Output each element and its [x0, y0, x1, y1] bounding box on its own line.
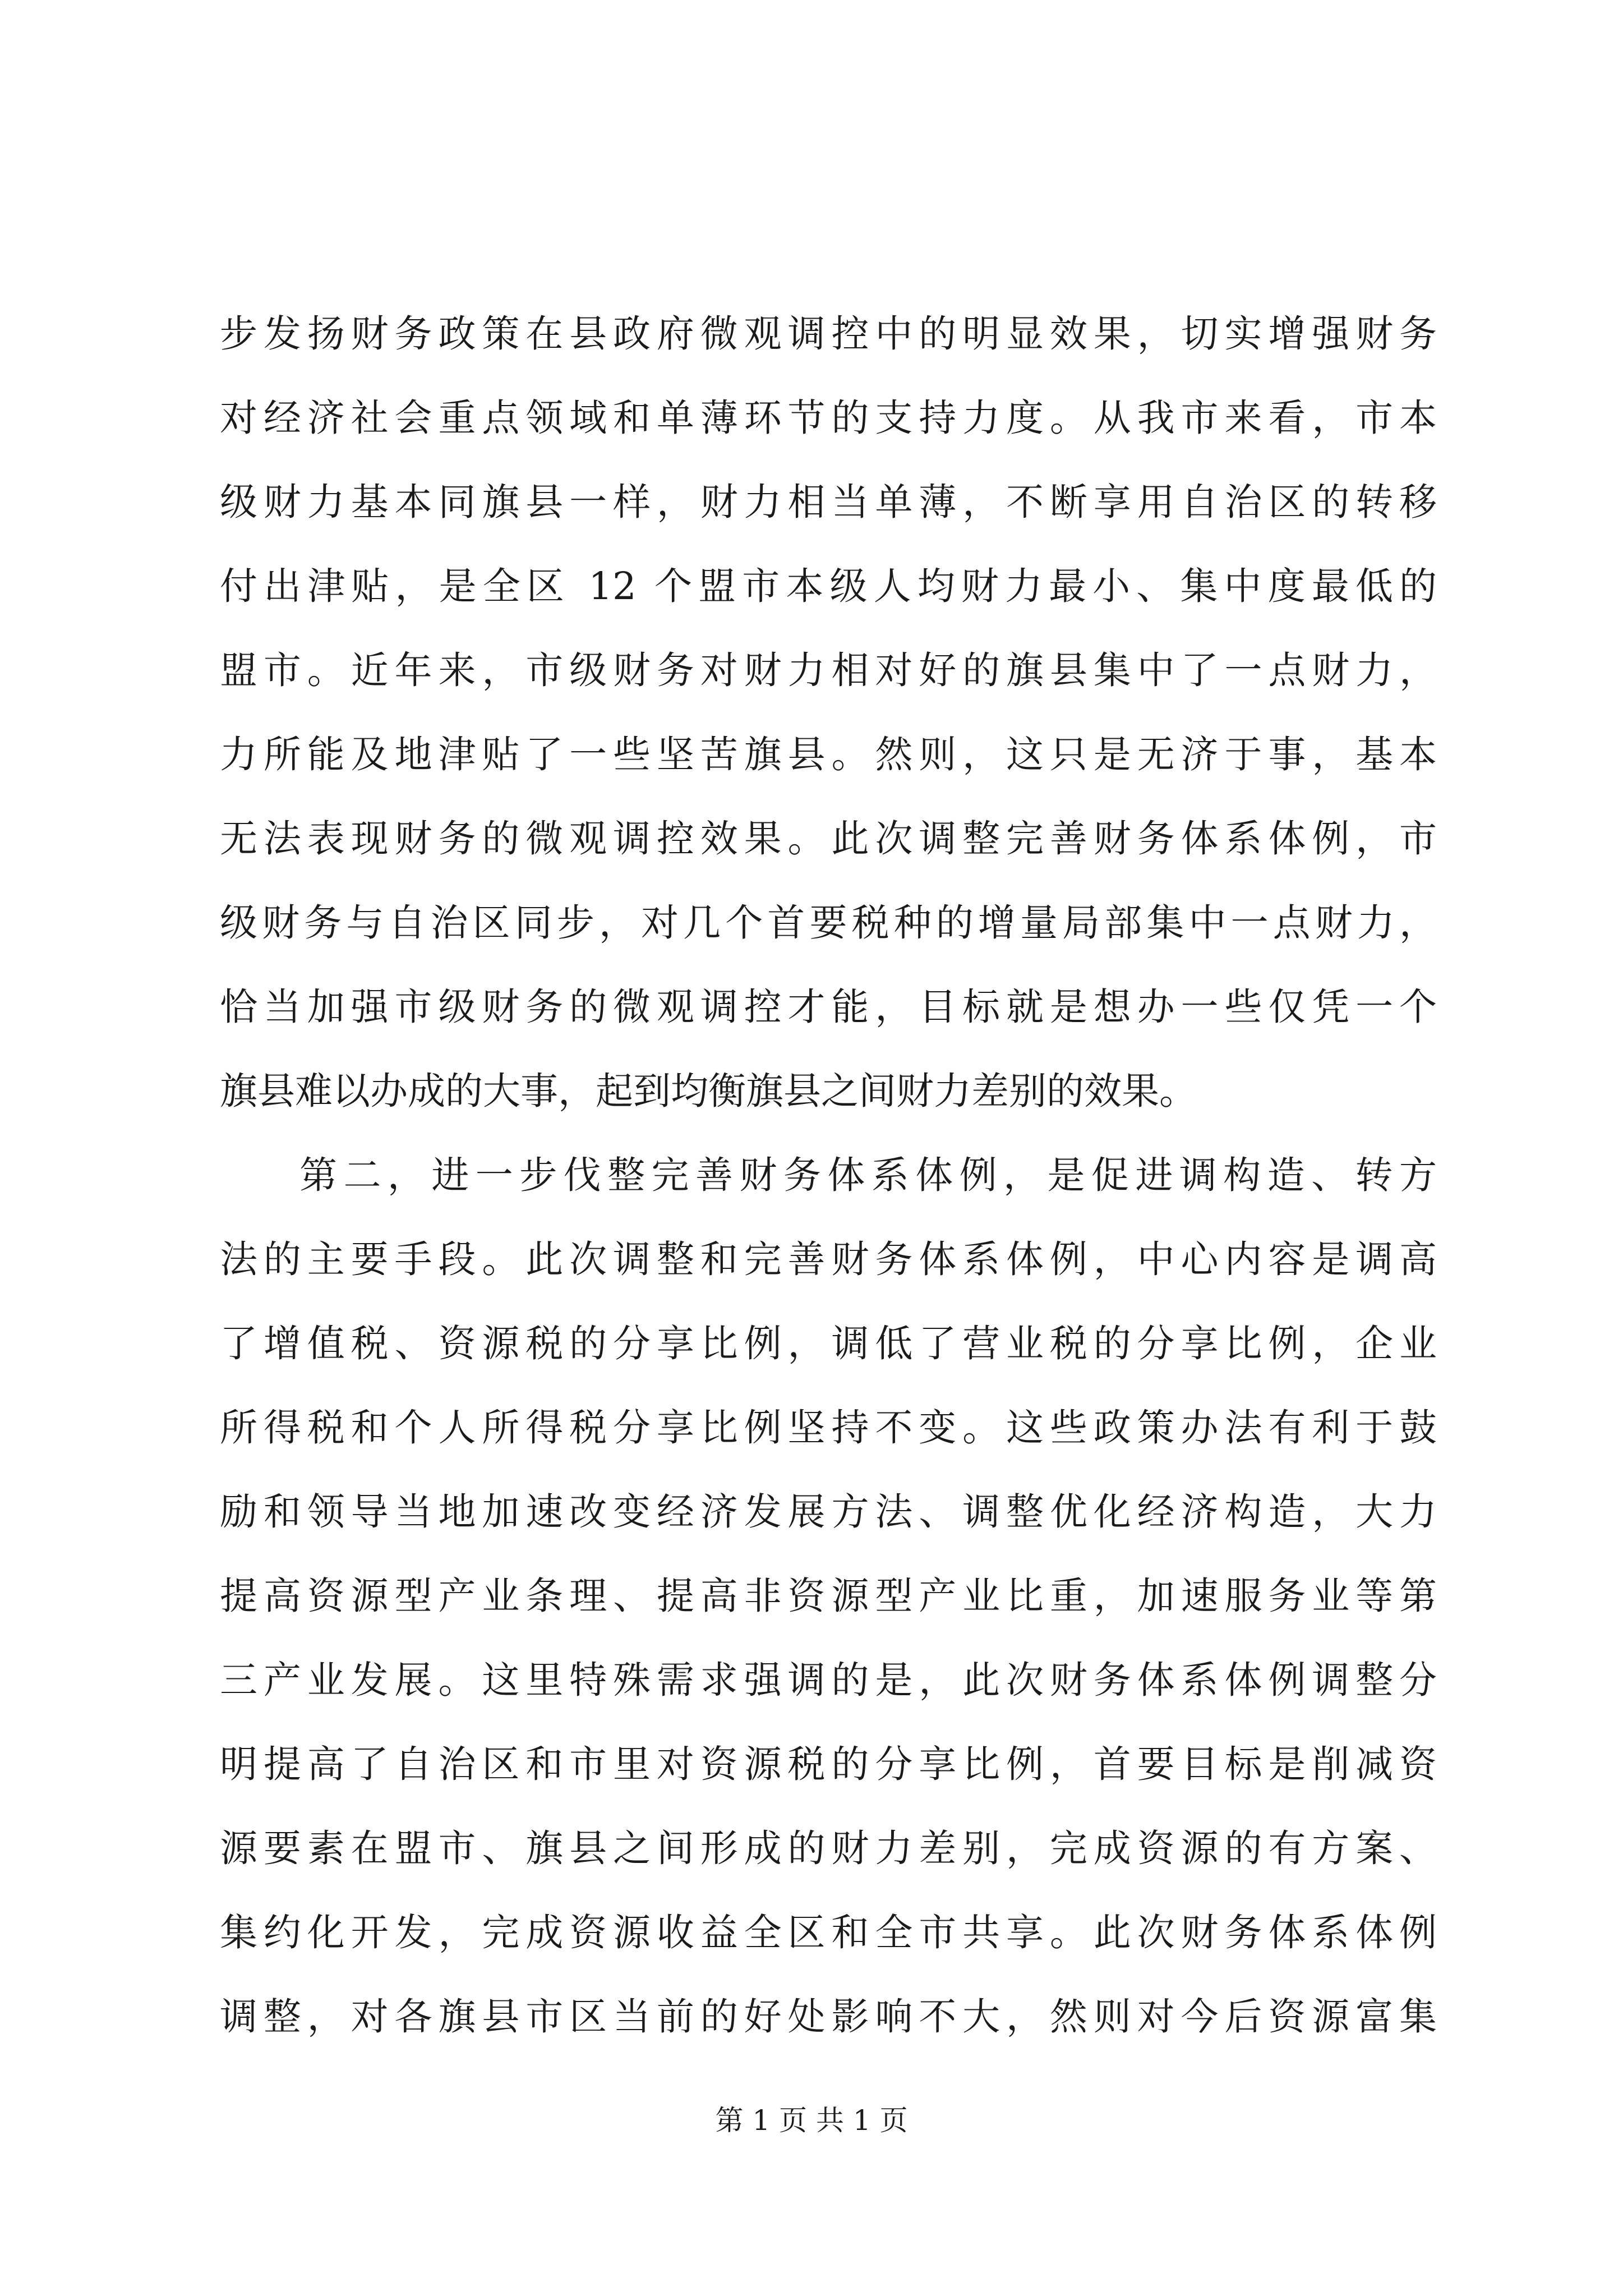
text-line: 旗县难以办成的大事，起到均衡旗县之间财力差别的效果。 — [220, 1069, 1197, 1113]
text-line: 调整，对各旗县市区当前的好处影响不大，然则对今后资源富集 — [220, 1995, 1437, 2039]
text-line: 盟市。近年来，市级财务对财力相对好的旗县集中了一点财力， — [220, 648, 1437, 692]
text-line: 力所能及地津贴了一些坚苦旗县。然则，这只是无济于事，基本 — [220, 733, 1437, 776]
text-line: 提高资源型产业条理、提高非资源型产业比重，加速服务业等第 — [220, 1574, 1437, 1618]
text-line: 无法表现财务的微观调控效果。此次调整完善财务体系体例，市 — [220, 817, 1437, 861]
paragraph-start-line: 第二，进一步伐整完善财务体系体例，是促进调构造、转方 — [299, 1153, 1437, 1197]
text-line: 集约化开发，完成资源收益全区和全市共享。此次财务体系体例 — [220, 1911, 1437, 1954]
text-line: 恰当加强市级财务的微观调控才能，目标就是想办一些仅凭一个 — [220, 985, 1437, 1029]
text-line: 法的主要手段。此次调整和完善财务体系体例，中心内容是调高 — [220, 1237, 1437, 1281]
body-text — [220, 303, 1437, 2070]
text-line: 源要素在盟市、旗县之间形成的财力差别，完成资源的有方案、 — [220, 1826, 1437, 1870]
text-line: 了增值税、资源税的分享比例，调低了营业税的分享比例，企业 — [220, 1322, 1437, 1365]
text-line: 所得税和个人所得税分享比例坚持不变。这些政策办法有利于鼓 — [220, 1406, 1437, 1450]
text-line: 对经济社会重点领域和单薄环节的支持力度。从我市来看，市本 — [220, 396, 1437, 440]
text-line: 明提高了自治区和市里对资源税的分享比例，首要目标是削减资 — [220, 1742, 1437, 1786]
text-line: 步发扬财务政策在县政府微观调控中的明显效果，切实增强财务 — [220, 312, 1437, 356]
text-line: 三产业发展。这里特殊需求强调的是，此次财务体系体例调整分 — [220, 1658, 1437, 1702]
page-number-footer: 第 1 页 共 1 页 — [715, 2104, 908, 2137]
text-line: 级财务与自治区同步，对几个首要税种的增量局部集中一点财力， — [220, 901, 1437, 945]
text-line: 付出津贴，是全区 12 个盟市本级人均财力最小、集中度最低的 — [220, 564, 1437, 608]
text-line: 励和领导当地加速改变经济发展方法、调整优化经济构造，大力 — [220, 1490, 1437, 1534]
text-line: 级财力基本同旗县一样，财力相当单薄，不断享用自治区的转移 — [220, 480, 1437, 524]
